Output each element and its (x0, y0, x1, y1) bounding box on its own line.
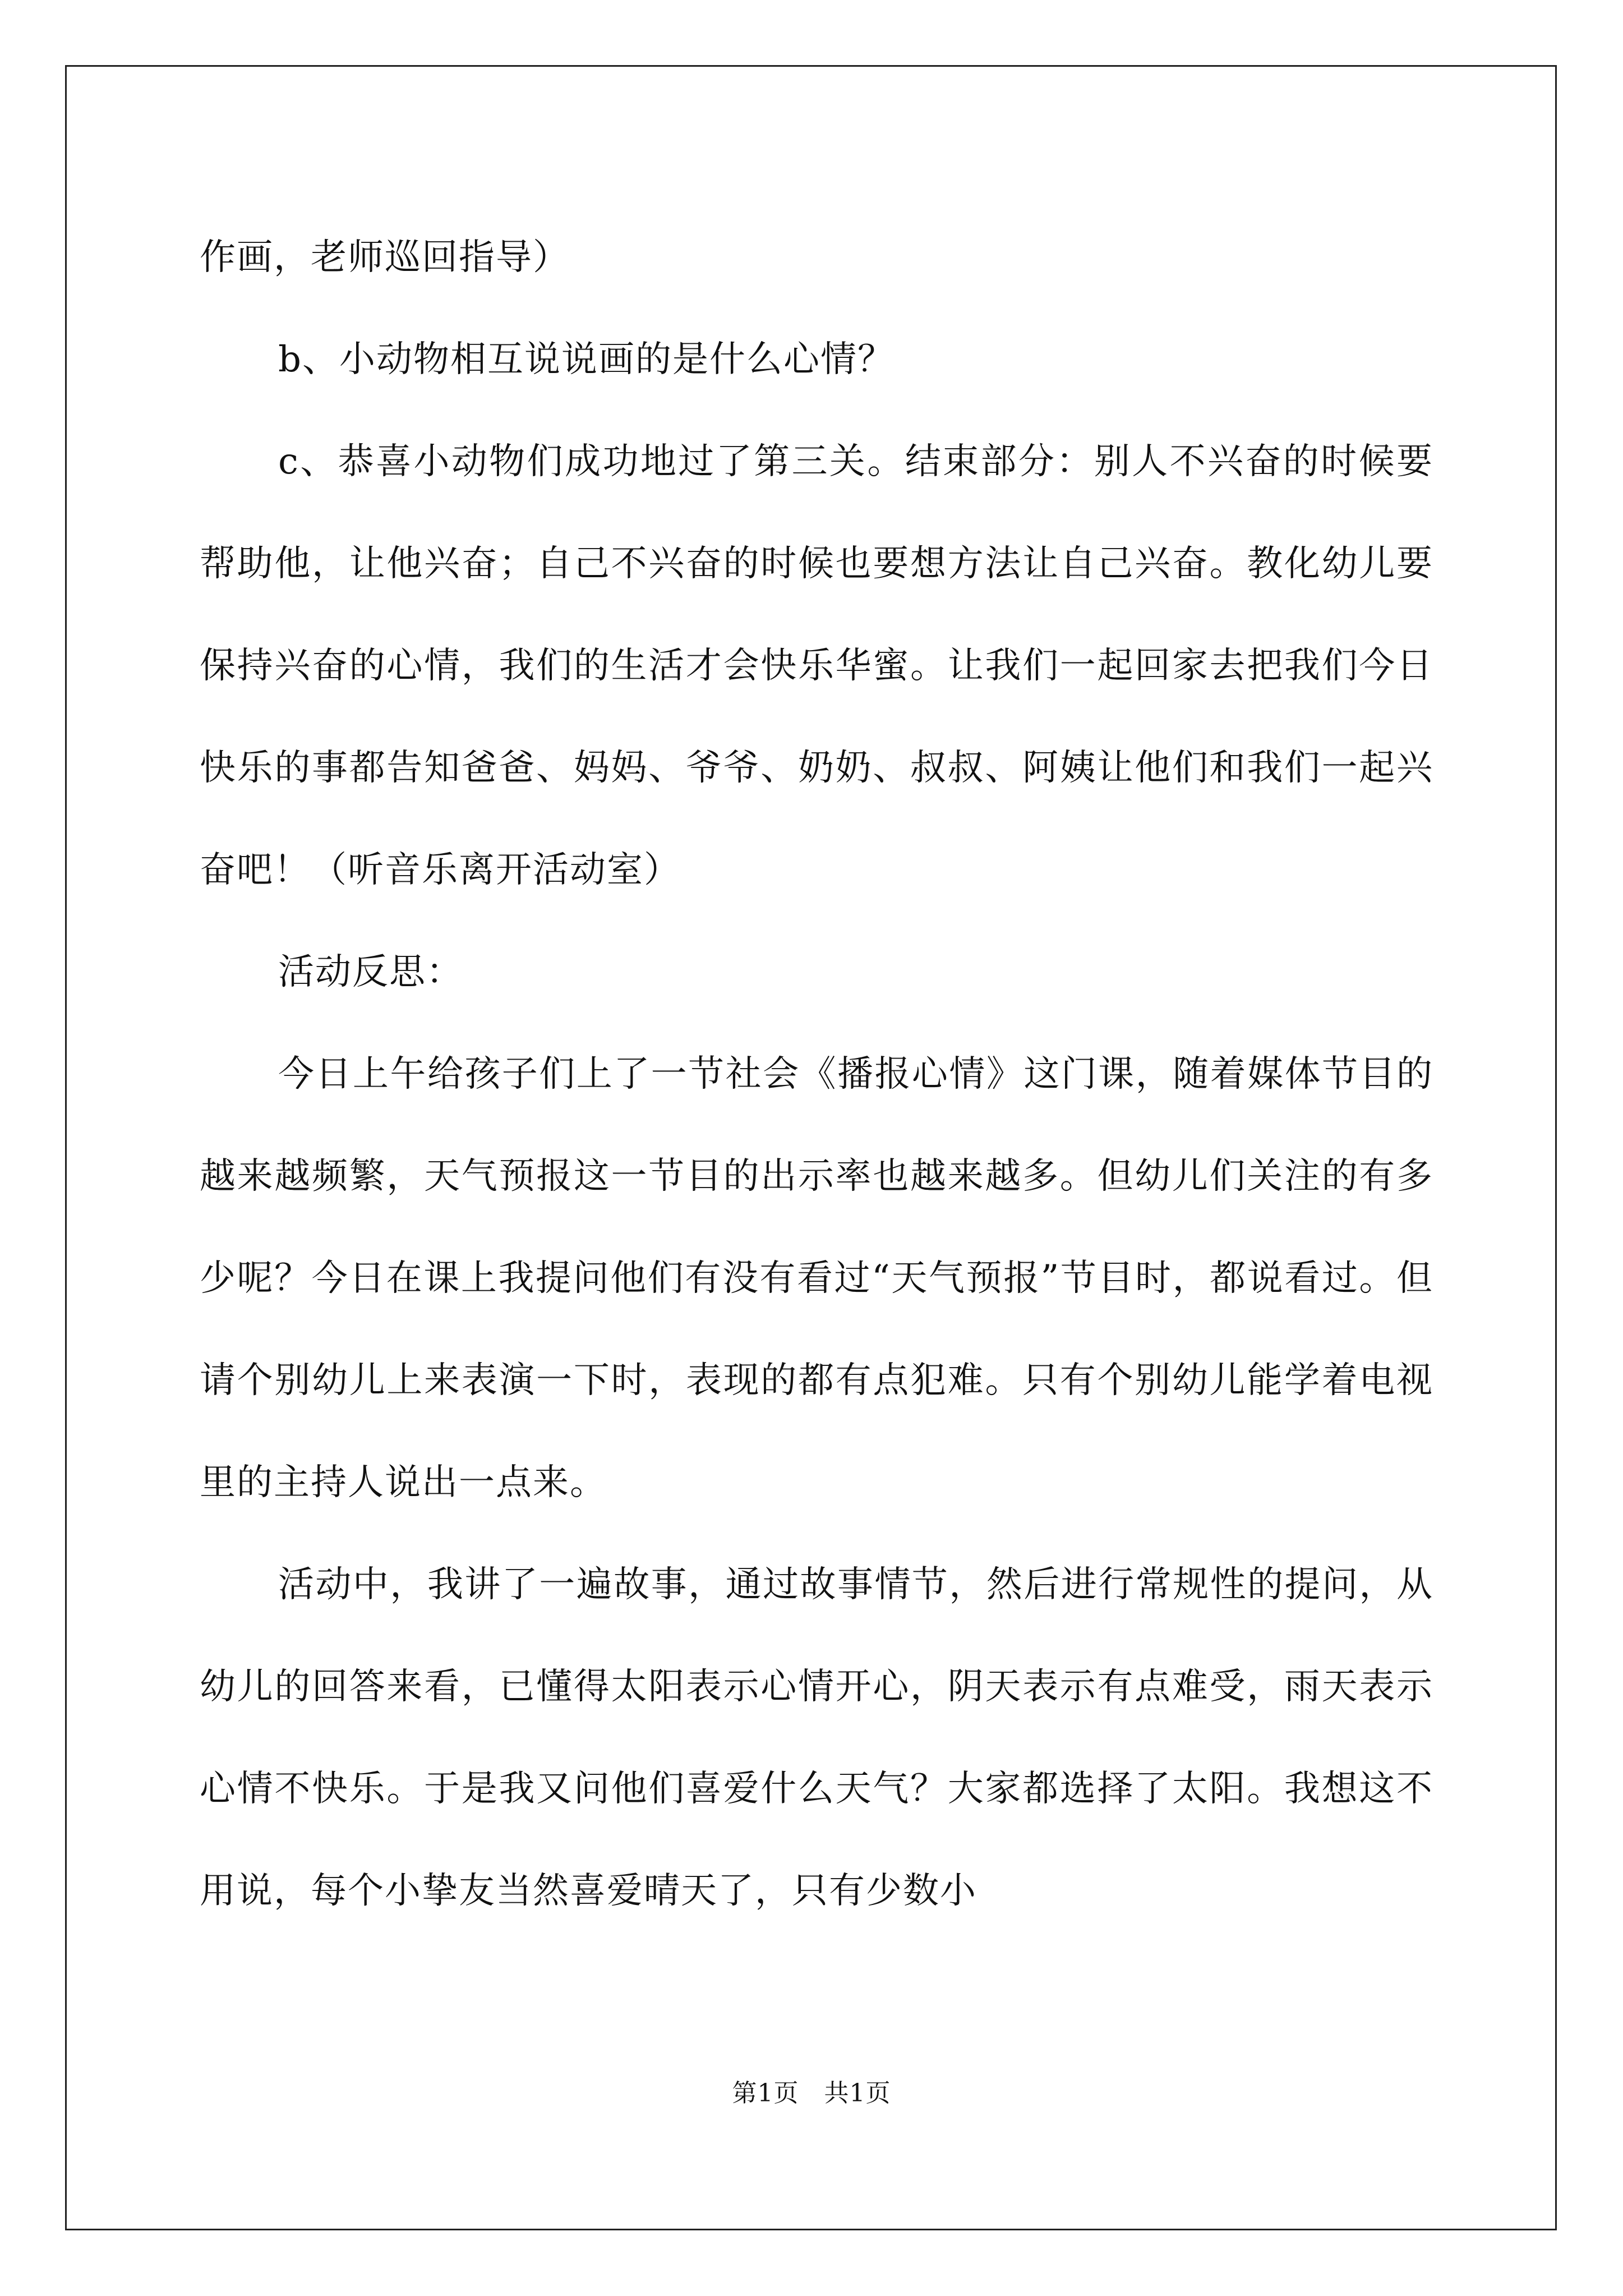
page-number-footer: 第1页 共1页 (732, 2079, 891, 2108)
paragraph-2: b、小动物相互说说画的是什么心情？ (278, 339, 895, 380)
paragraph-1: 作画，老师巡回指导） (200, 237, 570, 278)
document-body (200, 206, 1433, 1942)
paragraph-3: c、恭喜小动物们成功地过了第三关。结束部分：别人不兴奋的时候要帮助他，让他兴奋；自己不兴奋的时候也要想方法让自己兴奋。教化幼儿要保持兴奋的心情，我们的生活才会快乐华蜜。让我们一起回家去把我们今日快乐的事都告知爸爸、妈妈、爷爷、奶奶、叔叔、阿姨让他们和我们一起兴奋吧！（听音乐离开活动室） (200, 441, 1433, 891)
paragraph-4-heading: 活动反思： (278, 951, 463, 993)
paragraph-6: 活动中，我讲了一遍故事，通过故事情节，然后进行常规性的提问，从幼儿的回答来看，已懂得太阳表示心情开心，阴天表示有点难受，雨天表示心情不快乐。于是我又问他们喜爱什么天气？大家都选择了太阳。我想这不用说，每个小挚友当然喜爱晴天了，只有少数小 (200, 1564, 1433, 1912)
paragraph-5: 今日上午给孩子们上了一节社会《播报心情》这门课，随着媒体节目的越来越频繁，天气预报这一节目的出示率也越来越多。但幼儿们关注的有多少呢？今日在课上我提问他们有没有看过“天气预报”节目时，都说看过。但请个别幼儿上来表演一下时，表现的都有点犯难。只有个别幼儿能学着电视里的主持人说出一点来。 (200, 1053, 1433, 1503)
